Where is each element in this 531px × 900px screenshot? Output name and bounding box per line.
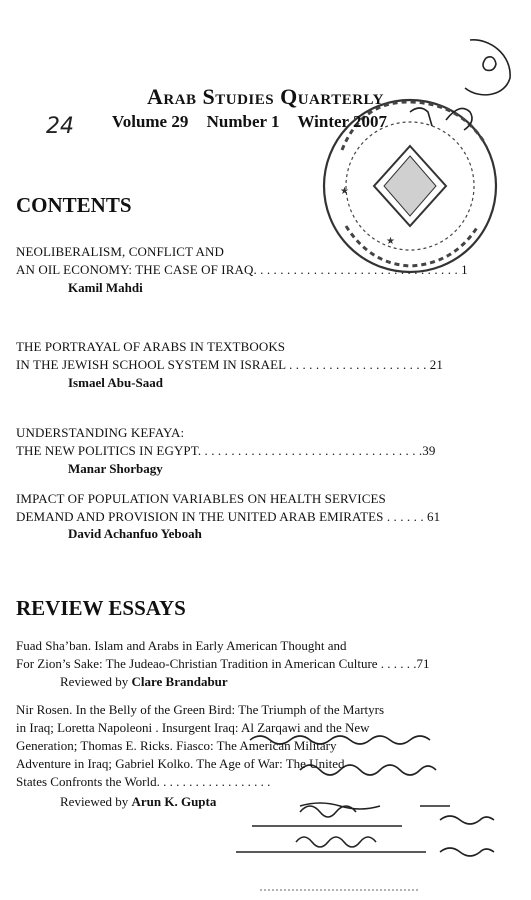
review-reviewer-line — [60, 794, 216, 810]
article-title-line: IMPACT OF POPULATION VARIABLES ON HEALTH SERVICES — [16, 491, 386, 506]
article-author: Manar Shorbagy — [68, 461, 163, 476]
article-title-line: THE PORTRAYAL OF ARABS IN TEXTBOOKS — [16, 339, 286, 354]
svg-text:★: ★ — [340, 186, 349, 197]
acquisition-stamp-icon — [236, 736, 494, 856]
reviewer-name: Arun K. Gupta — [131, 794, 217, 809]
review-citation-line: Adventure in Iraq; Gabriel Kolko. The Age of War: The United — [16, 756, 345, 771]
review-citation-line: Fuad Sha’ban. Islam and Arabs in Early American Thought and — [16, 638, 347, 653]
article-author: Ismael Abu-Saad — [68, 375, 163, 390]
handwritten-number: 24 — [46, 114, 74, 139]
article-title-line: AN OIL ECONOMY: THE CASE OF IRAQ. . . . . . . . . . . . . . . . . . . . . . . . . . . . . . . 1 — [16, 262, 468, 277]
contents-heading: CONTENTS — [16, 193, 132, 217]
article-author: David Achanfuo Yeboah — [68, 526, 202, 541]
article-title-line: NEOLIBERALISM, CONFLICT AND — [16, 244, 224, 259]
reviewed-by-label: Reviewed by — [60, 674, 129, 689]
article-title-line: UNDERSTANDING KEFAYA: — [16, 425, 185, 440]
svg-text:★: ★ — [386, 236, 395, 247]
article-title-line: THE NEW POLITICS IN EGYPT. . . . . . . . . . . . . . . . . . . . . . . . . . . . . . . . . .39 — [16, 443, 436, 458]
reviewer-name: Clare Brandabur — [131, 674, 228, 689]
article-author: Kamil Mahdi — [68, 280, 143, 295]
reviewed-by-label: Reviewed by — [60, 794, 129, 809]
journal-title: Arab Studies Quarterly — [146, 84, 385, 109]
review-citation-line: For Zion’s Sake: The Judeao-Christian Tradition in American Culture . . . . . .71 — [16, 656, 430, 671]
article-title-line: IN THE JEWISH SCHOOL SYSTEM IN ISRAEL . . . . . . . . . . . . . . . . . . . . . 21 — [16, 357, 443, 372]
review-citation-line: in Iraq; Loretta Napoleoni . Insurgent Iraq: Al Zarqawi and the New — [16, 720, 370, 735]
issue-season: Winter 2007 — [297, 112, 388, 131]
review-citation-line: Generation; Thomas E. Ricks. Fiasco: The American Military — [16, 738, 337, 753]
review-essays-heading: REVIEW ESSAYS — [16, 596, 186, 620]
review-reviewer-line — [60, 674, 228, 690]
corner-stamp-glyph-icon — [483, 57, 496, 71]
review-citation-line: Nir Rosen. In the Belly of the Green Bird: The Triumph of the Martyrs — [16, 702, 385, 717]
review-citation-line: States Confronts the World. . . . . . . . . . . . . . . . . . — [16, 774, 271, 789]
article-title-line: DEMAND AND PROVISION IN THE UNITED ARAB EMIRATES . . . . . . 61 — [16, 509, 441, 524]
issue-line — [112, 112, 401, 132]
issue-number: Number 1 — [206, 112, 280, 131]
issue-volume: Volume 29 — [112, 112, 189, 131]
